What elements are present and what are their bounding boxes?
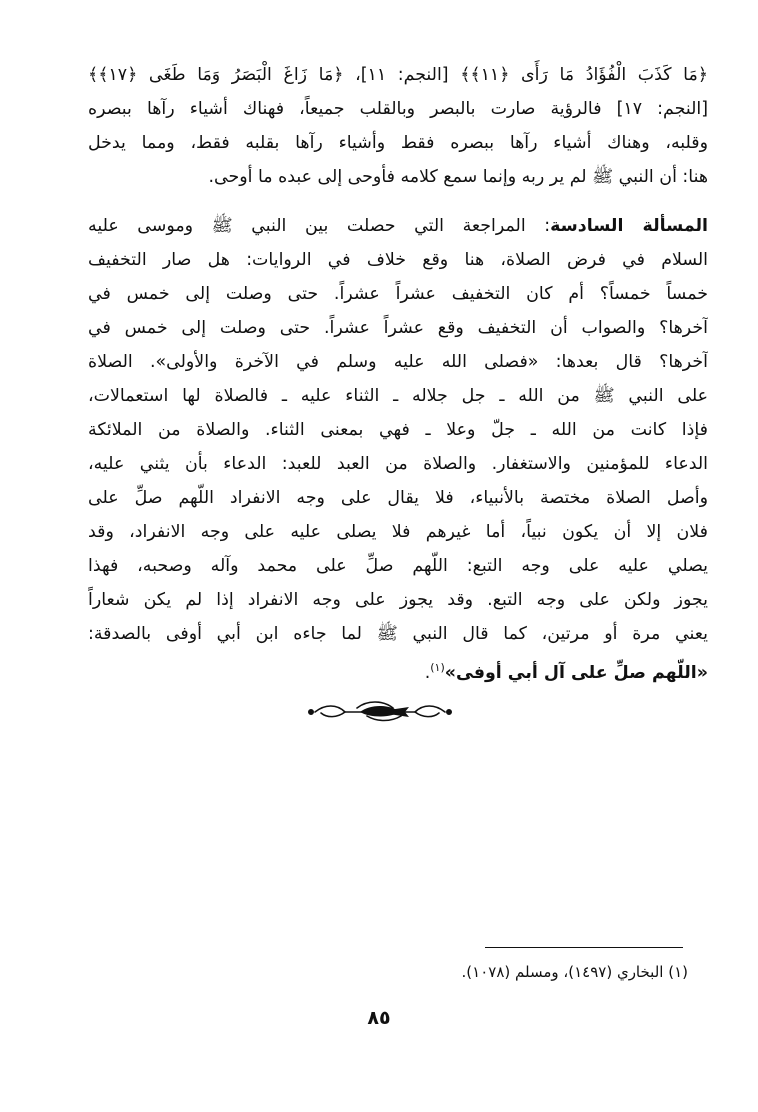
text-line: فلان إلا أن يكون نبياً، أما غيرهم فلا يصلى عليه على وجه الانفراد، وقد <box>88 522 708 542</box>
text-line: فإذا كانت من الله ـ جلّ وعلا ـ فهي بمعنى الثناء. والصلاة من الملائكة <box>88 420 708 440</box>
text-line-heading <box>88 209 708 243</box>
ornament-divider-icon <box>305 692 455 732</box>
footnote: (١) البخاري (١٤٩٧)، ومسلم (١٠٧٨). <box>461 963 688 981</box>
page-number: ٨٥ <box>367 1007 391 1029</box>
text-line: وأصل الصلاة مختصة بالأنبياء، فلا يقال على وجه الانفراد اللّهم صلِّ على <box>88 488 708 508</box>
text-line: آخرها؟ قال بعدها: «فصلى الله عليه وسلم في الآخرة والأولى». الصلاة <box>88 352 708 372</box>
paragraph-sixth-issue <box>88 209 708 685</box>
text-line: ﴿مَا كَذَبَ الْفُؤَادُ مَا رَأَى ﴿١١﴾﴾ [النجم: ١١]، ﴿مَا زَاغَ الْبَصَرُ وَمَا طَغَى ﴿١٧﴾﴾ <box>88 65 708 85</box>
text-line-closing <box>88 651 708 685</box>
text-line: السلام في فرض الصلاة، هنا وقع خلاف في الروايات: هل صار التخفيف <box>88 250 708 270</box>
text-line: [النجم: ١٧] فالرؤية صارت بالبصر وبالقلب جميعاً، فهناك أشياء رآها ببصره <box>88 99 708 119</box>
issue-heading: المسألة السادسة <box>550 216 708 236</box>
text-line: يعني مرة أو مرتين، كما قال النبي ﷺ لما جاءه ابن أبي أوفى بالصدقة: <box>88 624 708 644</box>
text-line: هنا: أن النبي ﷺ لم ير ربه وإنما سمع كلامه فأوحى إلى عبده ما أوحى. <box>208 167 708 187</box>
paragraph-quran-verses <box>88 58 708 194</box>
text-line: خمساً خمساً؟ أم كان التخفيف عشراً عشراً. حتى وصلت إلى خمس في <box>88 284 708 304</box>
footnote-reference: (١) <box>430 661 445 674</box>
text-line: على النبي ﷺ من الله ـ جل جلاله ـ الثناء عليه ـ فالصلاة لها استعمالات، <box>88 386 708 406</box>
heading-line-rest: : المراجعة التي حصلت بين النبي ﷺ وموسى عليه <box>88 216 551 236</box>
text-line: وقلبه، وهناك أشياء رآها ببصره فقط وأشياء رآها بقلبه فقط، ومما يدخل <box>88 133 708 153</box>
closing-quote: «اللّهم صلِّ على آل أبي أوفى» <box>444 662 708 683</box>
text-line: الدعاء للمؤمنين والاستغفار. والصلاة من العبد للعبد: الدعاء بأن يثني عليه، <box>88 454 708 474</box>
text-line: يجوز ولكن على وجه التبع. وقد يجوز على وجه الانفراد إذا لم يكن شعاراً <box>88 590 708 610</box>
text-line: آخرها؟ والصواب أن التخفيف وقع عشراً عشراً. حتى وصلت إلى خمس في <box>88 318 708 338</box>
closing-period: . <box>424 662 431 683</box>
text-line: يصلي عليه على وجه التبع: اللّهم صلِّ على محمد وآله وصحبه، فهذا <box>88 556 708 576</box>
footnote-separator <box>485 947 683 948</box>
